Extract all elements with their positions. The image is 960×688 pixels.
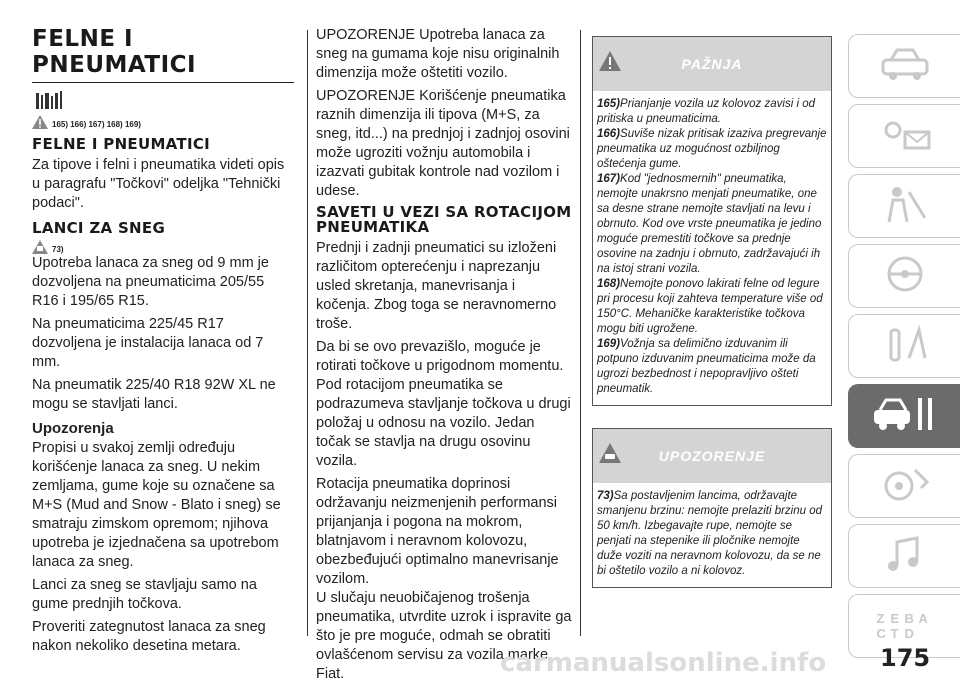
chapter-tab-3[interactable] bbox=[848, 174, 960, 238]
car-info-icon bbox=[875, 46, 935, 87]
column-left bbox=[32, 26, 294, 660]
mid-p1: UPOZORENJE Upotreba lanaca za sneg na gumama koje nisu originalnih dimenzija može oštetiti vozilo. bbox=[316, 27, 560, 81]
warning-lights-icon bbox=[875, 114, 935, 159]
maintenance-icon bbox=[870, 394, 940, 439]
safety-icon bbox=[875, 184, 935, 229]
caution-box bbox=[592, 36, 832, 406]
chapter-tab-5[interactable] bbox=[848, 314, 960, 378]
section-title-rims: FELNE I PNEUMATICI bbox=[32, 135, 211, 153]
note-number: 168) bbox=[597, 278, 621, 290]
chapter-tab-1[interactable] bbox=[848, 34, 960, 98]
index-letter: Z bbox=[876, 611, 885, 626]
section-title-chains: LANCI ZA SNEG bbox=[32, 219, 166, 237]
note-text: Kod "jednosmernih" pneumatika, nemojte unakrsno menjati pneumatike, one sa desne strane nemojte stavljati na levu i obrnuto. Kod ove vrste pneumatika je jedino moguće premestiti točkove sa prednje osovine na zadnju i obrnuto, zadržavajući ih na istoj strani vozila. bbox=[597, 173, 822, 275]
mid-p5: Rotacija pneumatika doprinosi održavanju neizmenjenih performansi prijanjanja i pogona na mokrom, blatnjavom i neravnom kolovozu, obezbeđujući optimalno manevrisanje vozilom. bbox=[316, 476, 559, 587]
chapter-tab-6[interactable] bbox=[848, 384, 960, 448]
note-item bbox=[597, 337, 827, 397]
chapter-tab-8[interactable] bbox=[848, 524, 960, 588]
emergency-icon bbox=[875, 324, 935, 369]
note-item bbox=[597, 172, 827, 277]
refs-text: 165) 166) 167) 168) 169) bbox=[52, 120, 141, 129]
warning-box-body bbox=[593, 483, 831, 587]
caution-box-header bbox=[593, 37, 831, 91]
column-middle bbox=[316, 26, 572, 688]
note-item bbox=[597, 97, 827, 127]
chains-ref-row bbox=[32, 240, 294, 254]
page-title: FELNE I PNEUMATICI bbox=[32, 26, 294, 83]
note-item bbox=[597, 127, 827, 172]
note-text: Sa postavljenim lancima, održavajte smanjenu brzinu: nemojte prelaziti brzinu od 50 km/h. Izbegavajte rupe, nemojte se penjati na stepenike ili pločnike nemojte duže voziti na neravnom kolovozu, da se ne bi oštetilo vozilo a ni kolovoz. bbox=[597, 490, 823, 577]
warning-hand-icon bbox=[32, 240, 48, 254]
index-letter: A bbox=[918, 611, 928, 626]
note-number: 166) bbox=[597, 128, 621, 140]
column-divider-2 bbox=[580, 30, 581, 636]
index-letter: B bbox=[904, 611, 914, 626]
multimedia-icon bbox=[875, 534, 935, 579]
note-text: Prianjanje vozila uz kolovoz zavisi i od pritiska u pneumaticima. bbox=[597, 98, 815, 125]
warning-triangle-icon bbox=[32, 115, 48, 129]
refs-row bbox=[32, 115, 294, 129]
chains-p6: Proveriti zategnutost lanaca za sneg nakon nekoliko desetina metara. bbox=[32, 619, 266, 654]
caution-heading: PAŽNJA bbox=[681, 56, 743, 72]
technical-data-icon bbox=[875, 464, 935, 509]
warnings-title: Upozorenja bbox=[32, 420, 114, 437]
chains-p5: Lanci za sneg se stavljaju samo na gume prednjih točkova. bbox=[32, 577, 257, 612]
note-number: 165) bbox=[597, 98, 621, 110]
column-right bbox=[592, 26, 832, 588]
warning-box bbox=[592, 428, 832, 588]
note-number: 169) bbox=[597, 338, 621, 350]
chapter-tab-4[interactable] bbox=[848, 244, 960, 308]
mid-p6: U slučaju neuobičajenog trošenja pneumatika, utvrdite uzrok i ispravite ga što je pre moguće, odmah se obratiti ovlašćenom servisu za vozila marke Fiat. bbox=[316, 590, 572, 682]
note-item bbox=[597, 277, 827, 337]
note-number: 73) bbox=[597, 490, 614, 502]
note-text: Suviše nizak pritisak izaziva pregrevanje pneumatika uz mogućnost ozbiljnog oštećenja gume. bbox=[597, 128, 827, 170]
warning-heading: UPOZORENJE bbox=[658, 448, 766, 464]
section-title-rotation: SAVETI U VEZI SA ROTACIJOM PNEUMATIKA bbox=[316, 203, 572, 236]
wheel-icon bbox=[32, 91, 294, 111]
mid-p3: Prednji i zadnji pneumatici su izloženi različitom opterećenju i naprezanju usled skretanja, manevrisanja i kočenja. Zbog toga se neravnomerno troše. bbox=[316, 240, 557, 332]
chapter-tab-2[interactable] bbox=[848, 104, 960, 168]
note-item bbox=[597, 489, 827, 579]
chapter-tab-7[interactable] bbox=[848, 454, 960, 518]
note-text: Vožnja sa delimično izduvanim ili potpuno izduvanim pneumaticima može da ugrozi bezbednost i nepopravljivo ošteti pneumatik. bbox=[597, 338, 816, 395]
chains-p2: Na pneumaticima 225/45 R17 dozvoljena je instalacija lanaca od 7 mm. bbox=[32, 316, 264, 370]
caution-box-body bbox=[593, 91, 831, 405]
starting-icon bbox=[875, 254, 935, 299]
chains-ref: 73) bbox=[52, 245, 64, 254]
index-icon bbox=[877, 611, 933, 641]
index-letter: E bbox=[890, 611, 900, 626]
warning-box-header bbox=[593, 429, 831, 483]
index-letter: D bbox=[904, 626, 914, 641]
watermark: carmanualsonline.info bbox=[500, 648, 827, 678]
chains-p4: Propisi u svakoj zemlji određuju korišćenje lanaca za sneg. U nekim zemljama, gume koje su označene sa M+S (Mud and Snow - Blato i sneg) se smatraju zimskom opremom; njihova upotreba je izjednačena sa upotrebom lanaca za sneg. bbox=[32, 440, 281, 570]
warning-triangle-icon bbox=[599, 51, 621, 71]
column-divider bbox=[307, 30, 308, 636]
chains-p1: Upotreba lanaca za sneg od 9 mm je dozvoljena na pneumaticima 205/55 R16 i 195/65 R15. bbox=[32, 255, 269, 309]
chapter-sidebar bbox=[848, 34, 960, 664]
mid-p4: Da bi se ovo prevazišlo, moguće je rotirati točkove u prigodnom momentu. Pod rotacijom pneumatika se podrazumeva stavljanje točkova u drugi položaj u odnosu na vozilo. Jedan točak se stavlja na drugu osovinu vozila. bbox=[316, 339, 571, 469]
chains-p3: Na pneumatik 225/40 R18 92W XL ne mogu se stavljati lanci. bbox=[32, 377, 276, 412]
rims-text: Za tipove i felni i pneumatika videti opis u paragrafu "Točkovi" odeljka "Tehnički podaci". bbox=[32, 157, 285, 211]
note-number: 167) bbox=[597, 173, 621, 185]
mid-p2: UPOZORENJE Korišćenje pneumatika raznih dimenzija ili tipova (M+S, za sneg, itd...) na prednjoj i zadnjoj osovini može ugroziti vožnju automobila i izazvati gubitak kontrole nad vozilom i udese. bbox=[316, 88, 570, 199]
page-number: 175 bbox=[880, 644, 931, 672]
note-text: Nemojte ponovo lakirati felne od legure pri procesu koji zahteva temperature više od 150°C. Mehaničke karakteristike točkova mogu biti ugrožene. bbox=[597, 278, 823, 335]
car-warning-icon bbox=[599, 443, 621, 463]
index-letter: T bbox=[890, 626, 899, 641]
index-letter: C bbox=[876, 626, 886, 641]
